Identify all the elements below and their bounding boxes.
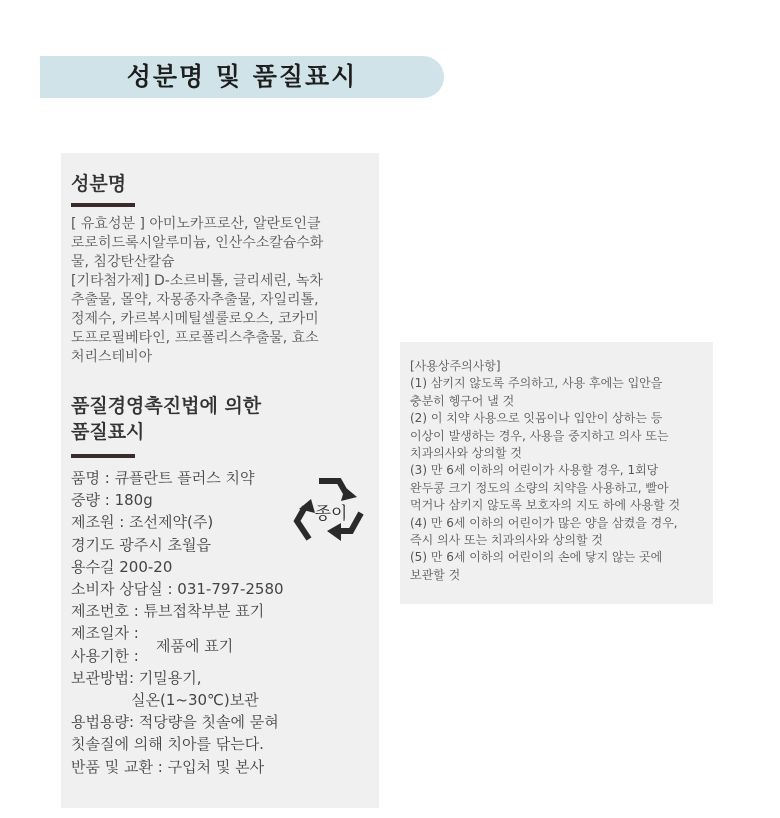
paper-recycle-icon (287, 469, 373, 555)
banner-title: 성분명 및 품질표시 (126, 62, 358, 91)
precaution-line: 보관할 것 (410, 567, 461, 582)
precaution-line: [사용상주의사항] (410, 359, 501, 373)
precaution-line: 이상이 발생하는 경우, 사용을 중지하고 의사 또는 (410, 428, 669, 443)
precaution-line: (2) 이 치약 사용으로 잇몸이나 입안이 상하는 등 (410, 411, 663, 426)
quality-title (71, 393, 261, 445)
quality-line: 중량 : 180g (71, 491, 153, 510)
precautions-list (410, 358, 710, 584)
precaution-line: (5) 만 6세 이하의 어린이의 손에 닿지 않는 곳에 (410, 550, 663, 565)
quality-title-line: 품질표시 (71, 421, 145, 443)
ingredients-title: 성분명 (71, 173, 127, 195)
ingredient-line: [기타첨가제] D-소르비톨, 글리세린, 녹차 (71, 273, 323, 289)
quality-line: 용수길 200-20 (71, 557, 173, 576)
quality-line: 실온(1~30℃)보관 (71, 691, 259, 710)
recycle-label: 종이 (314, 504, 348, 524)
date-note: 제품에 표기 (156, 637, 234, 655)
quality-line: 사용기한 : (71, 646, 139, 665)
quality-title-line: 품질경영촉진법에 의한 (71, 395, 262, 417)
ingredient-line: [ 유효성분 ] 아미노카프로산, 알란토인클 (71, 216, 321, 232)
quality-line: 반품 및 교환 : 구입처 및 본사 (71, 757, 265, 776)
ingredient-line: 로로히드록시알루미늄, 인산수소칼슘수화 (71, 235, 324, 251)
precaution-line: 먹거나 삼키지 않도록 보호자의 지도 하에 사용할 것 (410, 498, 681, 513)
ingredient-line: 처리스테비아 (71, 349, 153, 365)
title-underline (71, 454, 135, 458)
precautions-panel (400, 342, 713, 604)
quality-line: 소비자 상담실 : 031-797-2580 (71, 580, 284, 599)
ingredient-line: 도프로필베타인, 프로폴리스추출물, 효소 (71, 330, 319, 346)
ingredient-line: 물, 침강탄산칼슘 (71, 254, 175, 270)
section-banner (40, 56, 444, 98)
precaution-line: 충분히 헹구어 낼 것 (410, 393, 515, 408)
precaution-line: (3) 만 6세 이하의 어린이가 사용할 경우, 1회당 (410, 463, 659, 478)
precaution-line: 완두콩 크기 정도의 소량의 치약을 사용하고, 빨아 (410, 480, 669, 495)
quality-line: 칫솔질에 의해 치아를 닦는다. (71, 735, 264, 754)
quality-line: 보관방법: 기밀용기, (71, 668, 202, 687)
ingredient-line: 추출물, 몰약, 자몽종자추출물, 자일리톨, (71, 292, 319, 308)
precaution-line: (4) 만 6세 이하의 어린이가 많은 양을 삼켰을 경우, (410, 515, 678, 530)
ingredients-panel (61, 153, 379, 808)
precaution-line: 즉시 의사 또는 치과의사와 상의할 것 (410, 533, 603, 548)
quality-line: 제조일자 : (71, 624, 139, 643)
ingredients-list (71, 215, 371, 367)
precaution-line: (1) 삼키지 않도록 주의하고, 사용 후에는 입안을 (410, 376, 663, 391)
quality-line: 용법용량: 적당량을 칫솔에 묻혀 (71, 713, 279, 732)
ingredient-line: 정제수, 카르복시메틸셀룰로오스, 코카미 (71, 311, 319, 327)
quality-line: 품명 : 큐플란트 플러스 치약 (71, 469, 255, 487)
quality-line: 경기도 광주시 초월읍 (71, 535, 211, 554)
quality-line: 제조원 : 조선제약(주) (71, 513, 214, 532)
title-underline (71, 203, 135, 207)
precaution-line: 치과의사와 상의할 것 (410, 446, 522, 461)
quality-line: 제조번호 : 튜브접착부분 표기 (71, 602, 265, 621)
